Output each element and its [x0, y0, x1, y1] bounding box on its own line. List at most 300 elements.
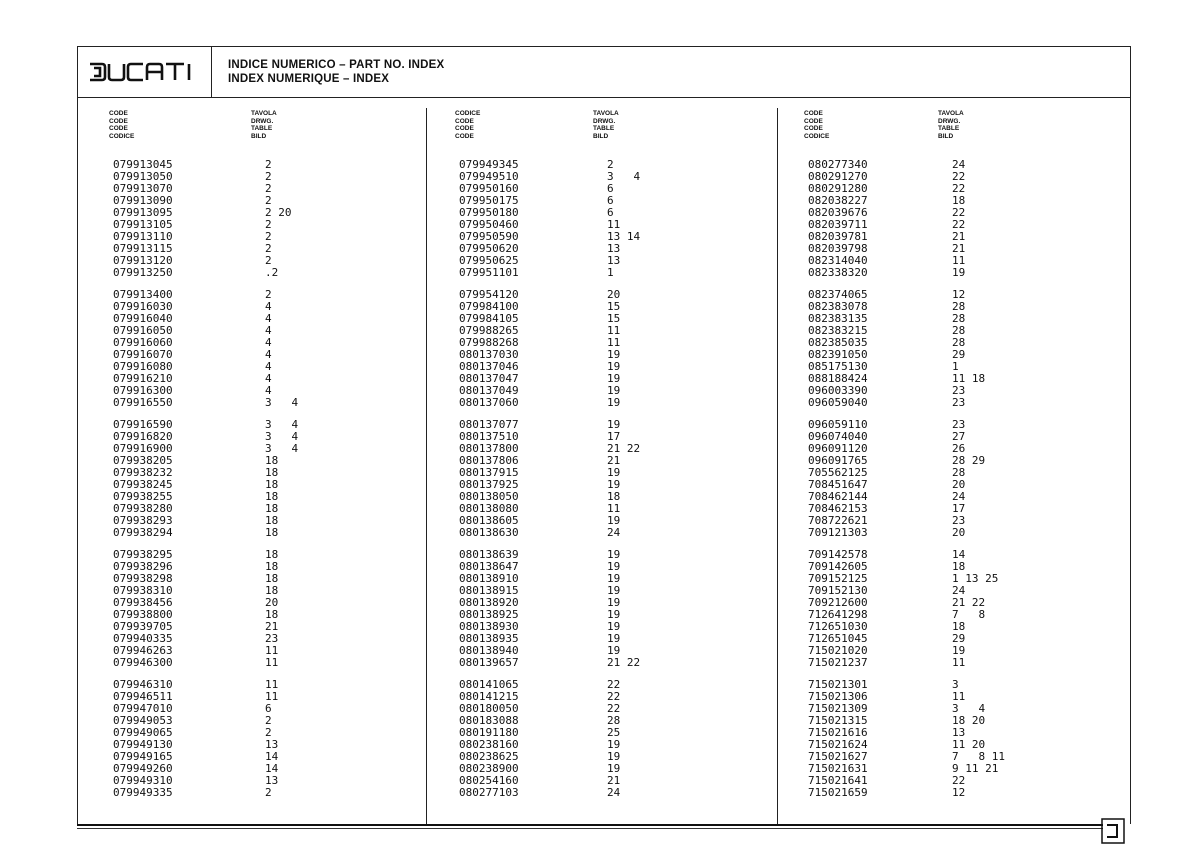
part-code: 079913070: [113, 182, 173, 195]
part-code: 079950180: [459, 206, 519, 219]
table-header-label: DRWG.: [938, 117, 961, 125]
table-number: 18: [265, 560, 279, 573]
table-number: 19: [952, 266, 966, 279]
part-code: 079938280: [113, 502, 173, 515]
part-code: 079949335: [113, 786, 173, 799]
table-number: 18: [265, 490, 279, 503]
table-number: 17: [607, 430, 621, 443]
table-header-label: DRWG.: [251, 117, 274, 125]
table-number: 3: [952, 678, 959, 691]
part-code: 079938294: [113, 526, 173, 539]
index-row: [808, 657, 1138, 669]
index-row: [808, 397, 1138, 409]
part-code: 080137047: [459, 372, 519, 385]
table-number: 12: [952, 786, 966, 799]
table-number: 28: [952, 300, 966, 313]
table-number: 13 14: [607, 230, 641, 243]
table-number: 29: [952, 632, 966, 645]
index-row: [113, 527, 443, 539]
table-number: 18: [952, 620, 966, 633]
part-code: 080137925: [459, 478, 519, 491]
part-code: 079950175: [459, 194, 519, 207]
table-number: 2: [265, 230, 272, 243]
part-code: 082338320: [808, 266, 868, 279]
part-code: 080277340: [808, 158, 868, 171]
table-number: 19: [607, 348, 621, 361]
table-number: 23: [952, 418, 966, 431]
part-code: 088188424: [808, 372, 868, 385]
table-number: 2: [265, 158, 272, 171]
part-code: 080138605: [459, 514, 519, 527]
part-code: 082383078: [808, 300, 868, 313]
table-number: 11 18: [952, 372, 986, 385]
part-code: 082383135: [808, 312, 868, 325]
table-column-header: [251, 110, 277, 140]
table-number: 13: [607, 242, 621, 255]
part-code: 080138925: [459, 608, 519, 621]
title-line-1: INDICE NUMERICO – PART NO. INDEX: [228, 59, 445, 71]
table-number: 11: [607, 218, 621, 231]
part-code: 715021659: [808, 786, 868, 799]
part-code: 080138647: [459, 560, 519, 573]
table-number: 4: [265, 336, 272, 349]
table-number: 22: [607, 678, 621, 691]
part-code: 082039711: [808, 218, 868, 231]
table-number: 2: [265, 194, 272, 207]
index-row: [808, 527, 1138, 539]
part-code: 079938295: [113, 548, 173, 561]
table-number: 19: [607, 584, 621, 597]
part-code: 079949053: [113, 714, 173, 727]
part-code: 715021631: [808, 762, 868, 775]
part-code: 712651045: [808, 632, 868, 645]
table-number: 18: [265, 548, 279, 561]
table-number: 2: [265, 288, 272, 301]
table-number: 11: [265, 644, 279, 657]
table-header-label: TABLE: [251, 125, 273, 132]
table-number: 26: [952, 442, 966, 455]
table-number: 18: [265, 514, 279, 527]
table-number: 7 8 11: [952, 750, 1005, 763]
part-code: 079940335: [113, 632, 173, 645]
part-code: 080138050: [459, 490, 519, 503]
table-number: 19: [607, 620, 621, 633]
part-code: 082039798: [808, 242, 868, 255]
part-code: 096059110: [808, 418, 868, 431]
part-code: 080137077: [459, 418, 519, 431]
part-code: 080138920: [459, 596, 519, 609]
part-code: 708722621: [808, 514, 868, 527]
part-code: 079916550: [113, 396, 173, 409]
part-code: 082391050: [808, 348, 868, 361]
table-number: 15: [607, 300, 621, 313]
part-code: 079950160: [459, 182, 519, 195]
table-header-label: BILD: [251, 132, 267, 140]
table-number: 6: [607, 182, 614, 195]
part-code: 079938310: [113, 584, 173, 597]
table-number: 19: [607, 560, 621, 573]
part-code: 079946300: [113, 656, 173, 669]
part-code: 079913115: [113, 242, 173, 255]
part-code: 079938800: [113, 608, 173, 621]
table-number: 19: [952, 644, 966, 657]
part-code: 080141065: [459, 678, 519, 691]
table-number: 18: [265, 454, 279, 467]
code-header-label: CODE: [109, 125, 128, 132]
index-row: [113, 267, 443, 279]
code-header-label: CODE: [455, 117, 474, 125]
table-number: 19: [607, 608, 621, 621]
part-code: 080254160: [459, 774, 519, 787]
table-number: 18: [265, 502, 279, 515]
table-number: 13: [265, 738, 279, 751]
table-number: 14: [952, 548, 966, 561]
index-row: [113, 787, 443, 799]
part-code: 079949510: [459, 170, 519, 183]
table-number: 19: [607, 396, 621, 409]
table-number: 3 4: [265, 418, 299, 431]
table-number: 19: [607, 466, 621, 479]
table-number: 19: [607, 632, 621, 645]
ducati-logo-icon: [88, 61, 200, 83]
table-number: 19: [607, 418, 621, 431]
part-code: 079988268: [459, 336, 519, 349]
part-code: 079916040: [113, 312, 173, 325]
part-code: 079950460: [459, 218, 519, 231]
code-column-header: [804, 110, 829, 140]
part-code: 715021309: [808, 702, 868, 715]
table-number: 6: [607, 206, 614, 219]
part-code: 079949345: [459, 158, 519, 171]
part-code: 712641298: [808, 608, 868, 621]
table-number: 19: [607, 750, 621, 763]
table-number: 25: [607, 726, 621, 739]
table-number: 4: [265, 312, 272, 325]
table-number: 1: [607, 266, 614, 279]
part-code: 079949130: [113, 738, 173, 751]
table-number: 19: [607, 644, 621, 657]
part-code: 080137915: [459, 466, 519, 479]
part-code: 079913090: [113, 194, 173, 207]
part-code: 708462144: [808, 490, 868, 503]
part-code: 080138080: [459, 502, 519, 515]
part-code: 080137060: [459, 396, 519, 409]
part-code: 082038227: [808, 194, 868, 207]
table-number: 2 20: [265, 206, 292, 219]
index-row: [459, 657, 789, 669]
table-number: 28: [952, 336, 966, 349]
part-code: 080277103: [459, 786, 519, 799]
table-header-label: TABLE: [593, 125, 615, 132]
table-number: 4: [265, 384, 272, 397]
table-number: 27: [952, 430, 966, 443]
part-code: 096059040: [808, 396, 868, 409]
table-number: 11: [265, 690, 279, 703]
table-number: 3 4: [952, 702, 986, 715]
part-code: 079916300: [113, 384, 173, 397]
table-number: 24: [952, 158, 966, 171]
code-header-label: CODICE: [455, 110, 481, 117]
table-number: 1: [952, 360, 959, 373]
table-number: 3 4: [265, 396, 299, 409]
part-code: 080137800: [459, 442, 519, 455]
part-code: 085175130: [808, 360, 868, 373]
table-number: 18: [607, 490, 621, 503]
table-number: 2: [265, 786, 272, 799]
part-code: 709152130: [808, 584, 868, 597]
code-column-header: [109, 110, 134, 140]
part-code: 080138639: [459, 548, 519, 561]
table-number: 11: [952, 656, 966, 669]
part-code: 079916060: [113, 336, 173, 349]
part-code: 715021237: [808, 656, 868, 669]
table-number: 4: [265, 324, 272, 337]
part-code: 080141215: [459, 690, 519, 703]
table-number: 28: [607, 714, 621, 727]
bottom-rule: [77, 824, 1103, 826]
table-number: 22: [952, 206, 966, 219]
table-number: 18: [952, 560, 966, 573]
part-code: 079916030: [113, 300, 173, 313]
part-code: 080138915: [459, 584, 519, 597]
table-number: 24: [952, 490, 966, 503]
table-number: 22: [607, 702, 621, 715]
table-number: 19: [607, 372, 621, 385]
table-number: 22: [952, 170, 966, 183]
part-code: 096091120: [808, 442, 868, 455]
table-number: 11: [607, 336, 621, 349]
table-number: 6: [607, 194, 614, 207]
part-code: 079946263: [113, 644, 173, 657]
table-number: 3 4: [607, 170, 641, 183]
part-code: 079913095: [113, 206, 173, 219]
code-header-label: CODE: [455, 125, 474, 132]
table-number: 11: [607, 324, 621, 337]
index-rows: [808, 159, 1138, 799]
part-code: 709142605: [808, 560, 868, 573]
table-number: 9 11 21: [952, 762, 999, 775]
table-number: 19: [607, 384, 621, 397]
part-code: 080180050: [459, 702, 519, 715]
part-code: 705562125: [808, 466, 868, 479]
part-code: 079913400: [113, 288, 173, 301]
table-number: 18: [265, 608, 279, 621]
table-number: 6: [265, 702, 272, 715]
part-code: 715021641: [808, 774, 868, 787]
table-number: 19: [607, 738, 621, 751]
table-number: 22: [952, 182, 966, 195]
part-code: 079916900: [113, 442, 173, 455]
table-number: 2: [265, 254, 272, 267]
part-code: 079946511: [113, 690, 173, 703]
part-code: 079938255: [113, 490, 173, 503]
part-code: 079950590: [459, 230, 519, 243]
table-number: 22: [952, 218, 966, 231]
table-number: 11: [952, 254, 966, 267]
part-code: 080291270: [808, 170, 868, 183]
page-title: [228, 58, 444, 86]
part-code: 715021627: [808, 750, 868, 763]
part-code: 079916070: [113, 348, 173, 361]
part-code: 082039676: [808, 206, 868, 219]
part-code: 080138935: [459, 632, 519, 645]
part-code: 079954120: [459, 288, 519, 301]
table-number: 2: [265, 218, 272, 231]
title-line-2: INDEX NUMERIQUE – INDEX: [228, 73, 390, 85]
part-code: 712651030: [808, 620, 868, 633]
part-code: 079916210: [113, 372, 173, 385]
table-number: .2: [265, 266, 279, 279]
part-code: 079916050: [113, 324, 173, 337]
table-number: 20: [265, 596, 279, 609]
table-number: 21 22: [607, 442, 641, 455]
index-row: [808, 787, 1138, 799]
table-number: 28: [952, 466, 966, 479]
table-number: 21 22: [952, 596, 986, 609]
part-code: 080238900: [459, 762, 519, 775]
table-number: 11: [265, 678, 279, 691]
part-code: 080191180: [459, 726, 519, 739]
part-code: 079913110: [113, 230, 173, 243]
table-number: 11: [952, 690, 966, 703]
part-code: 079950620: [459, 242, 519, 255]
part-code: 079938298: [113, 572, 173, 585]
part-code: 082314040: [808, 254, 868, 267]
part-code: 082383215: [808, 324, 868, 337]
table-number: 19: [607, 762, 621, 775]
table-number: 23: [952, 514, 966, 527]
table-number: 20: [952, 526, 966, 539]
table-number: 21: [607, 774, 621, 787]
code-column-header: [455, 110, 480, 140]
index-row: [459, 397, 789, 409]
table-column-header: [593, 110, 619, 140]
table-number: 2: [265, 726, 272, 739]
part-code: 079949065: [113, 726, 173, 739]
part-code: 079913250: [113, 266, 173, 279]
code-header-label: CODE: [455, 132, 474, 140]
part-code: 079916590: [113, 418, 173, 431]
table-number: 4: [265, 360, 272, 373]
table-number: 28: [952, 312, 966, 325]
part-code: 082385035: [808, 336, 868, 349]
part-code: 080137049: [459, 384, 519, 397]
table-number: 19: [607, 572, 621, 585]
index-rows: [459, 159, 789, 799]
part-code: 079949260: [113, 762, 173, 775]
table-number: 4: [265, 300, 272, 313]
part-code: 079913045: [113, 158, 173, 171]
code-header-label: CODE: [804, 110, 823, 117]
page-corner-mark-icon: [1100, 817, 1126, 845]
table-number: 14: [265, 762, 279, 775]
part-code: 715021624: [808, 738, 868, 751]
index-row: [459, 787, 789, 799]
part-code: 080137510: [459, 430, 519, 443]
part-code: 079984100: [459, 300, 519, 313]
part-code: 079916820: [113, 430, 173, 443]
part-code: 079938205: [113, 454, 173, 467]
part-code: 096074040: [808, 430, 868, 443]
part-code: 080137806: [459, 454, 519, 467]
part-code: 080138910: [459, 572, 519, 585]
part-code: 080138630: [459, 526, 519, 539]
part-code: 708451647: [808, 478, 868, 491]
table-header-label: TAVOLA: [593, 110, 619, 117]
part-code: 079984105: [459, 312, 519, 325]
table-number: 24: [607, 526, 621, 539]
part-code: 079949165: [113, 750, 173, 763]
part-code: 079951101: [459, 266, 519, 279]
index-row: [808, 267, 1138, 279]
table-number: 21 22: [607, 656, 641, 669]
part-code: 709121303: [808, 526, 868, 539]
part-code: 079939705: [113, 620, 173, 633]
part-code: 079938456: [113, 596, 173, 609]
table-number: 13: [607, 254, 621, 267]
part-code: 082039781: [808, 230, 868, 243]
part-code: 080183088: [459, 714, 519, 727]
table-number: 29: [952, 348, 966, 361]
table-number: 28 29: [952, 454, 986, 467]
table-number: 3 4: [265, 442, 299, 455]
part-code: 079938293: [113, 514, 173, 527]
table-number: 14: [265, 750, 279, 763]
table-number: 11 20: [952, 738, 986, 751]
part-code: 079950625: [459, 254, 519, 267]
table-number: 21: [607, 454, 621, 467]
part-code: 080238625: [459, 750, 519, 763]
table-header-label: DRWG.: [593, 117, 616, 125]
index-row: [459, 267, 789, 279]
table-number: 24: [607, 786, 621, 799]
table-number: 18: [265, 572, 279, 585]
table-number: 23: [265, 632, 279, 645]
table-number: 18: [265, 584, 279, 597]
part-code: 079938232: [113, 466, 173, 479]
table-number: 22: [607, 690, 621, 703]
table-number: 13: [952, 726, 966, 739]
table-number: 19: [607, 596, 621, 609]
part-code: 079946310: [113, 678, 173, 691]
code-header-label: CODICE: [804, 132, 830, 140]
part-code: 082374065: [808, 288, 868, 301]
ducati-logo: [77, 46, 212, 98]
table-number: 2: [265, 170, 272, 183]
part-code: 715021301: [808, 678, 868, 691]
table-number: 22: [952, 774, 966, 787]
table-number: 28: [952, 324, 966, 337]
code-header-label: CODE: [804, 117, 823, 125]
table-number: 4: [265, 348, 272, 361]
table-number: 18: [952, 194, 966, 207]
table-number: 23: [952, 396, 966, 409]
table-number: 19: [607, 514, 621, 527]
part-code: 715021020: [808, 644, 868, 657]
table-number: 20: [607, 288, 621, 301]
table-number: 23: [952, 384, 966, 397]
index-row: [113, 397, 443, 409]
part-code: 079938296: [113, 560, 173, 573]
part-code: 080137030: [459, 348, 519, 361]
part-code: 080139657: [459, 656, 519, 669]
table-number: 2: [265, 714, 272, 727]
index-column-3: [804, 110, 1138, 810]
part-code: 096003390: [808, 384, 868, 397]
part-code: 079947010: [113, 702, 173, 715]
part-code: 080137046: [459, 360, 519, 373]
part-code: 715021315: [808, 714, 868, 727]
